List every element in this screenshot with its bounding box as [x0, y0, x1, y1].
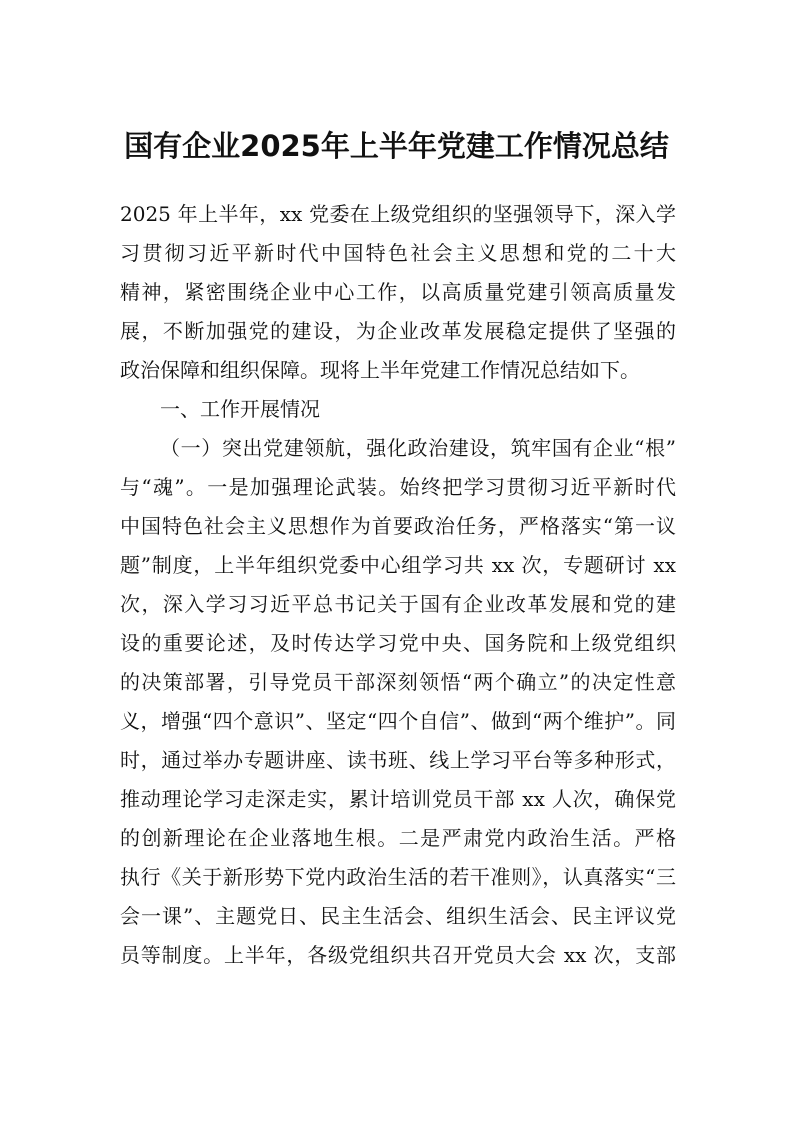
paragraph-line: 义，增强“四个意识”、坚定“四个自信”、做到“两个维护”。同: [120, 709, 676, 733]
paragraph-line: 政治保障和组织保障。现将上半年党建工作情况总结如下。: [120, 358, 640, 382]
paragraph-line: 执行《关于新形势下党内政治生活的若干准则》，认真落实“三: [120, 865, 676, 889]
paragraph-line: 会一课”、主题党日、民主生活会、组织生活会、民主评议党: [120, 904, 676, 928]
paragraph-line: 的创新理论在企业落地生根。二是严肃党内政治生活。严格: [120, 826, 676, 850]
paragraph-line: 设的重要论述，及时传达学习党中央、国务院和上级党组织: [120, 631, 676, 655]
paragraph-line: 推动理论学习走深走实，累计培训党员干部 xx 人次，确保党: [120, 787, 676, 811]
section-heading: 一、工作开展情况: [160, 397, 320, 421]
paragraph-line: 与“魂”。一是加强理论武装。始终把学习贯彻习近平新时代: [120, 475, 676, 499]
paragraph-line: 展，不断加强党的建设，为企业改革发展稳定提供了坚强的: [120, 319, 676, 343]
paragraph-line: 精神，紧密围绕企业中心工作，以高质量党建引领高质量发: [120, 280, 676, 304]
paragraph-line: （一）突出党建领航，强化政治建设，筑牢国有企业“根”: [160, 436, 676, 460]
paragraph-line: 次，深入学习习近平总书记关于国有企业改革发展和党的建: [120, 592, 676, 616]
paragraph-line: 2025 年上半年，xx 党委在上级党组织的坚强领导下，深入学: [120, 202, 676, 226]
paragraph-line: 习贯彻习近平新时代中国特色社会主义思想和党的二十大: [120, 241, 676, 265]
paragraph-line: 中国特色社会主义思想作为首要政治任务，严格落实“第一议: [120, 514, 676, 538]
paragraph-line: 的决策部署，引导党员干部深刻领悟“两个确立”的决定性意: [120, 670, 676, 694]
paragraph-line: 题”制度，上半年组织党委中心组学习共 xx 次，专题研讨 xx: [120, 553, 676, 577]
document-body: [120, 195, 676, 975]
paragraph-line: 时，通过举办专题讲座、读书班、线上学习平台等多种形式，: [120, 748, 676, 772]
document-title: 国有企业2025年上半年党建工作情况总结: [124, 129, 669, 163]
paragraph-line: 员等制度。上半年，各级党组织共召开党员大会 xx 次，支部: [120, 943, 676, 967]
